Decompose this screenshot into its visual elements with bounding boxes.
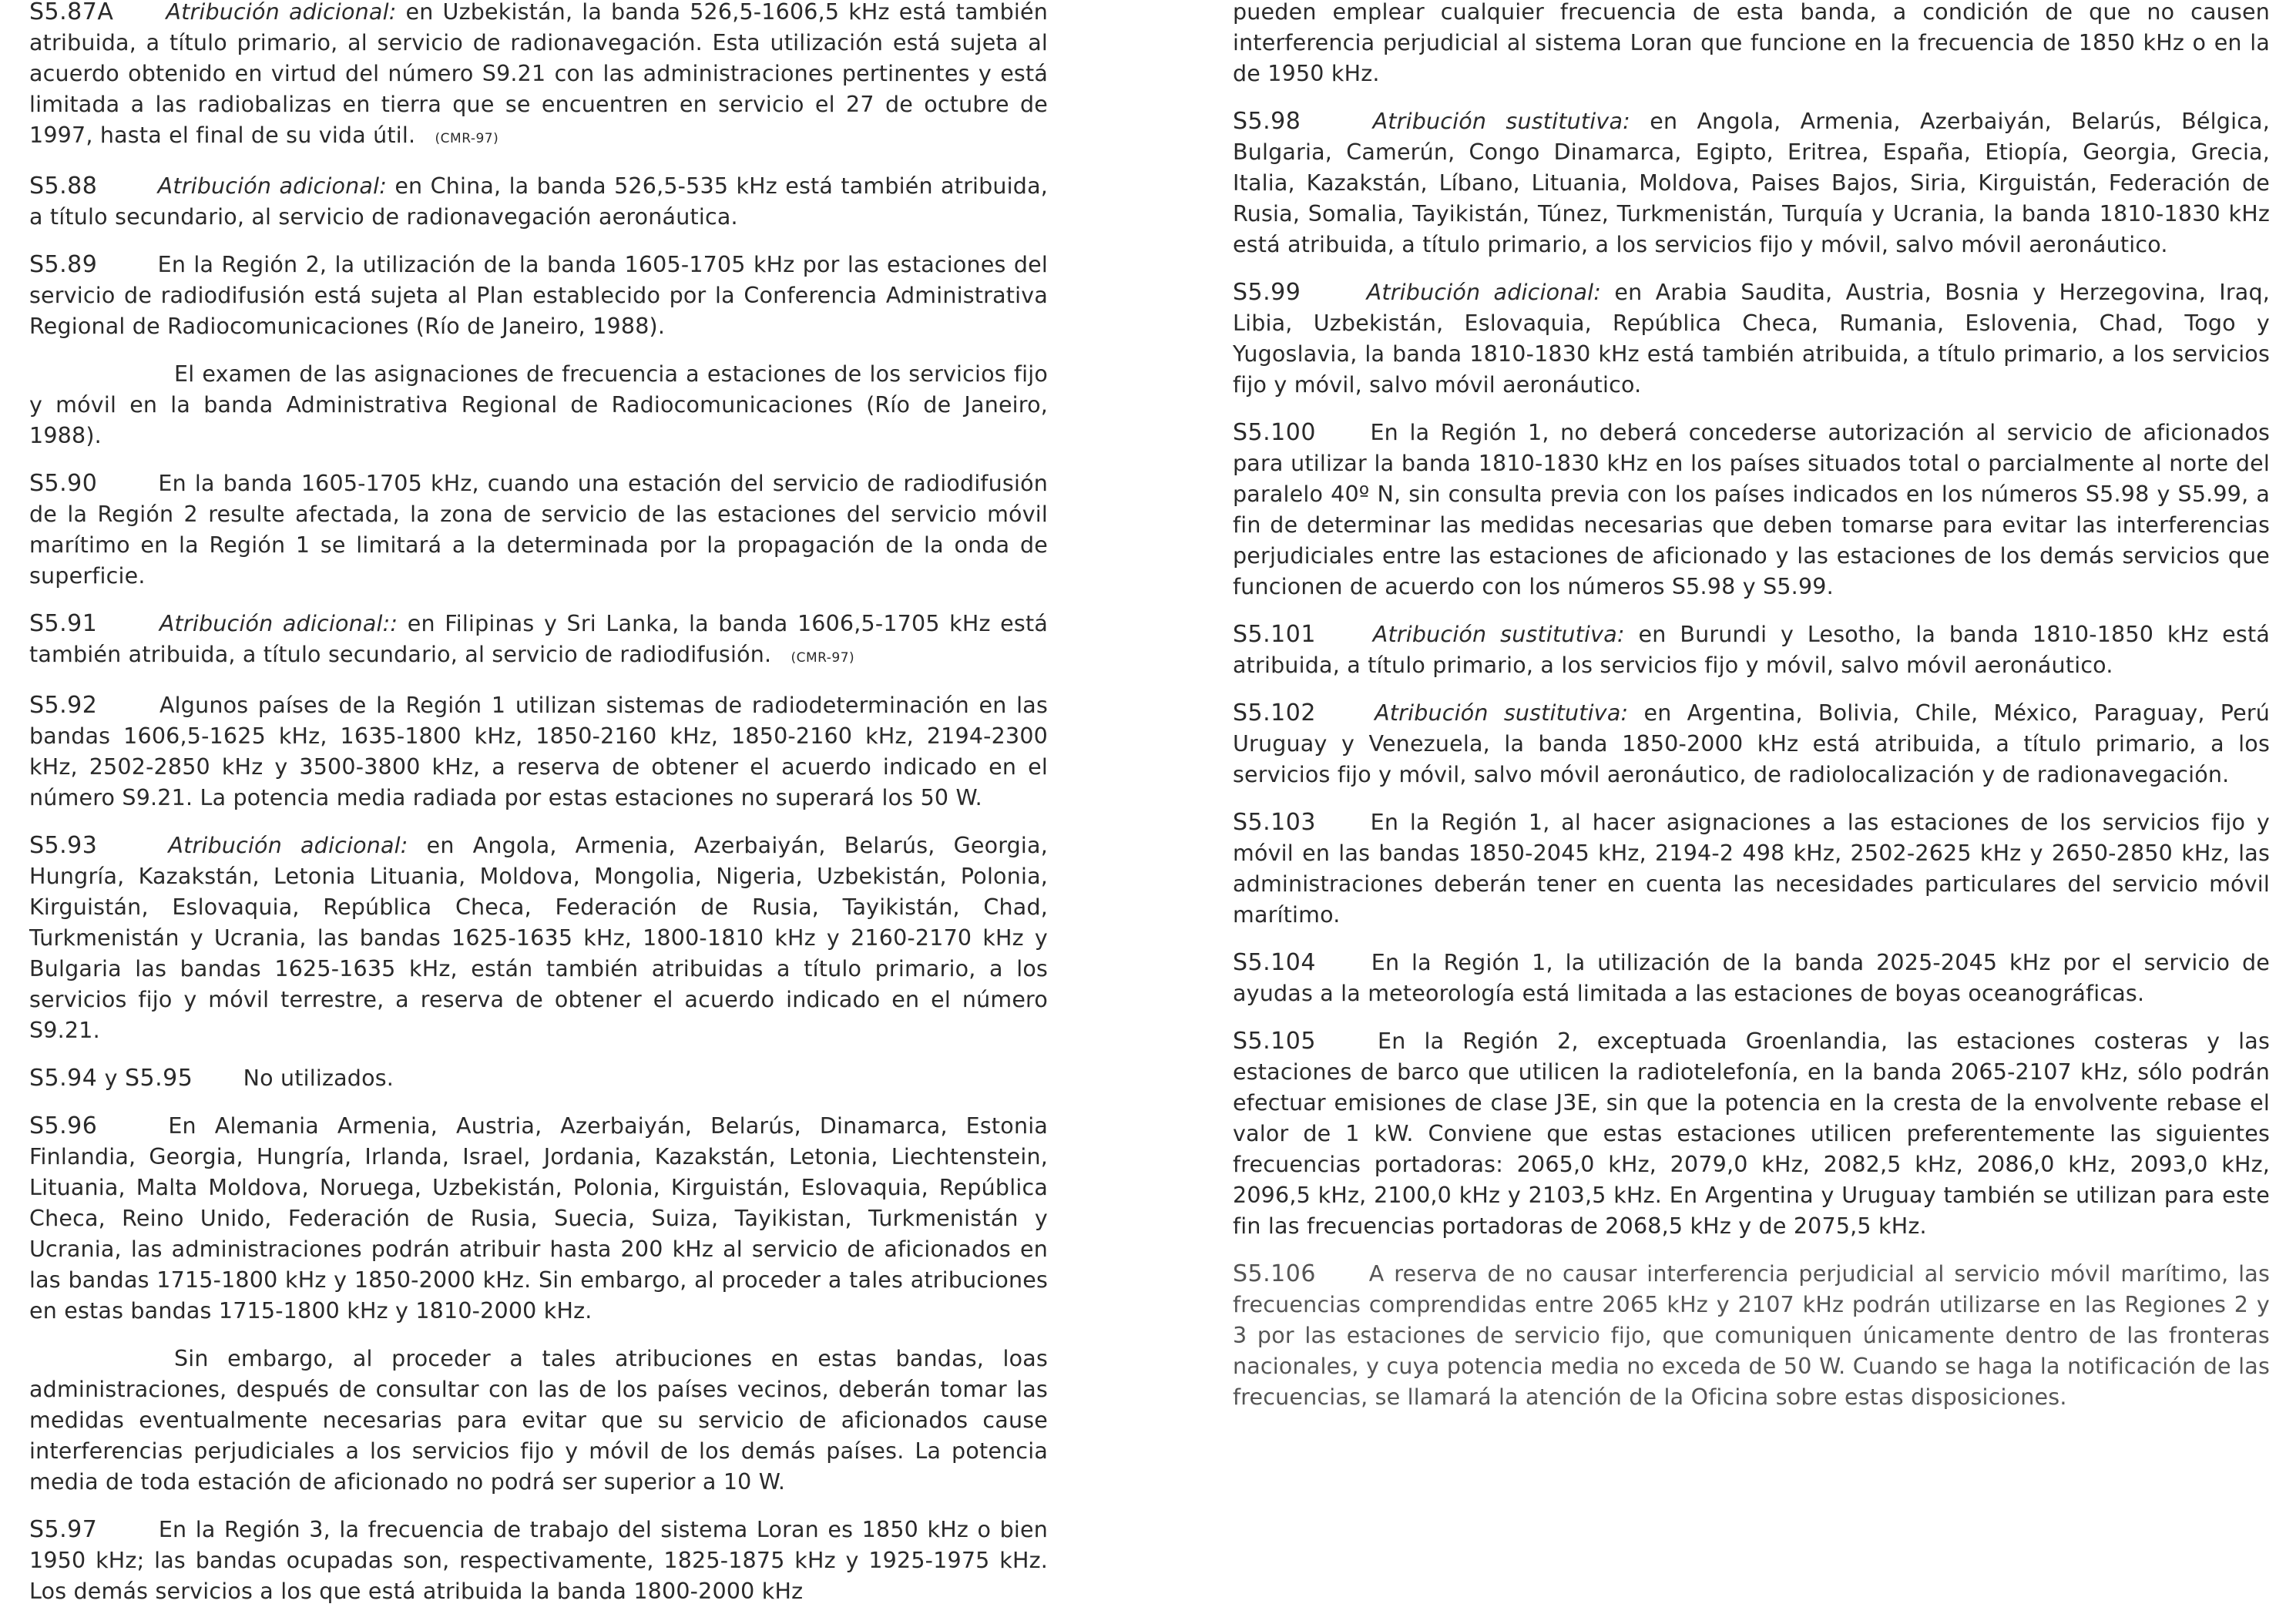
footnote-text: en Argentina, Bolivia, Chile, México, Paraguay, Perú Uruguay y Venezuela, la banda 1850-2000 kHz está atribuida, a título primario, a los servicios fijo y móvil, salvo móvil aeronáutico, de radiolocalización y de radionavegación. bbox=[1233, 700, 2271, 787]
footnote-text-cont: . La potencia media radiada por estas estaciones no superará los 50 W. bbox=[185, 785, 982, 810]
footnote-number: S5.90 bbox=[29, 470, 98, 497]
footnote-number: S5.93 bbox=[29, 832, 98, 859]
footnote-number: S5.105 bbox=[1233, 1028, 1316, 1055]
footnote-number: S5.101 bbox=[1233, 621, 1316, 648]
footnote-s5-101 bbox=[1233, 619, 2270, 681]
footnote-s5-106 bbox=[1233, 1259, 2270, 1413]
footnote-s5-91 bbox=[29, 609, 1048, 673]
footnote-s5-103 bbox=[1233, 807, 2270, 931]
footnote-reference: S9.21 bbox=[482, 61, 546, 86]
footnote-text: En la Región 2, la utilización de la banda 1605-1705 kHz por las estaciones del servicio de radiodifusión está sujeta al Plan establecido por la Conferencia Administrativa Regional de Radiocomunicaciones (Río de Janeiro, 1988). bbox=[29, 252, 1048, 339]
footnote-s5-88 bbox=[29, 171, 1048, 233]
footnote-text: En la banda 1605-1705 kHz, cuando una estación del servicio de radiodifusión de la Región 2 resulte afectada, la zona de servicio de las estaciones del servicio móvil marítimo en la Región 1 se limitará a la determinada por la propagación de la onda de superficie. bbox=[29, 471, 1048, 589]
left-column bbox=[29, 0, 1048, 1624]
footnote-reference-3: S5.98 bbox=[1671, 574, 1736, 599]
footnote-number: S5.88 bbox=[29, 173, 98, 200]
footnote-number: S5.96 bbox=[29, 1112, 98, 1139]
footnote-text: En la Región 1, no deberá concederse autorización al servicio de aficionados para utilizar la banda 1810-1830 kHz en los países situados total o parcialmente al norte del paralelo 40º N, sin consulta previa con los países indicados en los números bbox=[1233, 420, 2271, 507]
footnote-s5-102 bbox=[1233, 698, 2270, 790]
footnote-number: S5.89 bbox=[29, 251, 98, 278]
footnote-text-cont: . bbox=[92, 1018, 100, 1043]
footnote-text: Algunos países de la Región 1 utilizan sistemas de radiodeterminación en las bandas 1606,5-1625 kHz, 1635-1800 kHz, 1850-2160 kHz, 1850-2160 kHz, 2194-2300 kHz, 2502-2850 kHz y 3500-3800 kHz, a reserva de obtener el acuerdo indicado en el número bbox=[29, 693, 1049, 810]
conference-tag: (CMR-97) bbox=[435, 131, 499, 146]
footnote-reference: S9.21 bbox=[122, 785, 186, 810]
footnote-number: S5.94 bbox=[29, 1065, 98, 1092]
footnote-number: S5.106 bbox=[1233, 1260, 1316, 1287]
allocation-type: Atribución sustitutiva: bbox=[1372, 109, 1630, 134]
footnote-s5-104 bbox=[1233, 948, 2270, 1009]
footnote-text: en Arabia Saudita, Austria, Bosnia y Herzegovina, Iraq, Libia, Uzbekistán, Eslovaquia, República Checa, Rumania, Eslovenia, Chad, Togo y Yugoslavia, la banda 1810-1830 kHz está también atribuida, a título primario, a los servicios fijo y móvil, salvo móvil aeronáutico. bbox=[1233, 280, 2271, 398]
footnote-s5-96-continuation: Sin embargo, al proceder a tales atribuciones en estas bandas, loas administraciones, después de consultar con las de los países vecinos, deberán tomar las medidas eventualmente necesarias para evitar que su servicio de aficionados cause interferencias perjudiciales a los servicios fijo y móvil de los demás países. La potencia media de toda estación de aficionado no podrá ser superior a 10 W. bbox=[29, 1346, 1048, 1495]
allocation-type: Atribución sustitutiva: bbox=[1375, 700, 1629, 726]
footnote-text-cont: con las administraciones pertinentes y está limitada a las radiobalizas en tierra que se encuentren en servicio el 27 de octubre de 1997, hasta el final de su vida útil. bbox=[29, 61, 1049, 148]
footnote-s5-87a bbox=[29, 0, 1048, 154]
footnote-text: en China, la banda 526,5-535 kHz está también atribuida, a título secundario, al servicio de radionavegación aeronáutica. bbox=[29, 173, 1048, 230]
footnote-number: S5.102 bbox=[1233, 700, 1316, 726]
footnote-number-2: S5.95 bbox=[124, 1065, 193, 1092]
joiner-word: y bbox=[2157, 481, 2170, 507]
footnote-s5-105 bbox=[1233, 1026, 2270, 1242]
footnote-reference-4: S5.99 bbox=[1763, 574, 1827, 599]
footnote-s5-89 bbox=[29, 250, 1048, 342]
footnote-text: En Alemania Armenia, Austria, Azerbaiyán, Belarús, Dinamarca, Estonia Finlandia, Georgia, Hungría, Irlanda, Israel, Jordania, Kazakstán, Letonia, Liechtenstein, Lituania, Malta Moldova, Noruega, Uzbekistán, Polonia, Kirguistán, Eslovaquia, República Checa, Reino Unido, Federación de Rusia, Suecia, Suiza, Tayikistan, Turkmenistán y Ucrania, las administraciones podrán atribuir hasta 200 kHz al servicio de aficionados en las bandas 1715-1800 kHz y 1850-2000 kHz. Sin embargo, al proceder a tales atribuciones en estas bandas 1715-1800 kHz y 1810-2000 kHz. bbox=[29, 1113, 1048, 1324]
footnote-s5-94-s5-95 bbox=[29, 1063, 1048, 1094]
footnote-text: en Burundi y Lesotho, la banda 1810-1850 kHz está atribuida, a título primario, a los servicios fijo y móvil, salvo móvil aeronáutico. bbox=[1233, 622, 2270, 678]
footnote-number: S5.92 bbox=[29, 692, 98, 719]
footnote-s5-93 bbox=[29, 830, 1048, 1046]
footnote-text-cont: , a fin de determinar las medidas necesarias que deben tomarse para evitar las interferencias perjudiciales entre las estaciones de aficionado y las estaciones de los demás servicios que funcionen de acuerdo con los números bbox=[1233, 481, 2271, 599]
footnote-number: S5.104 bbox=[1233, 949, 1316, 976]
footnote-s5-96 bbox=[29, 1111, 1048, 1327]
footnote-text: en Angola, Armenia, Azerbaiyán, Belarús, Georgia, Hungría, Kazakstán, Letonia Lituania, Moldova, Mongolia, Nigeria, Uzbekistán, Polonia, Kirguistán, Eslovaquia, República Checa, Federación de Rusia, Tayikistán, Chad, Turkmenistán y Ucrania, las bandas 1625-1635 kHz, 1800-1810 kHz y 2160-2170 kHz y Bulgaria las bandas 1625-1635 kHz, están también atribuidas a título primario, a los servicios fijo y móvil terrestre, a reserva de obtener el acuerdo indicado en el número bbox=[29, 833, 1048, 1012]
footnote-s5-89-continuation: El examen de las asignaciones de frecuencia a estaciones de los servicios fijo y móvil en la banda Administrativa Regional de Radiocomunicaciones (Río de Janeiro, 1988). bbox=[29, 361, 1048, 448]
conference-tag: (CMR-97) bbox=[791, 650, 855, 666]
joiner-word: y bbox=[104, 1065, 118, 1091]
allocation-type: Atribución adicional: bbox=[1366, 280, 1602, 305]
footnote-text: A reserva de no causar interferencia perjudicial al servicio móvil marítimo, las frecuencias comprendidas entre 2065 kHz y 2107 kHz podrán utilizarse en las Regiones 2 y 3 por las estaciones de servicio fijo, que comuniquen únicamente dentro de las fronteras nacionales, y cuya potencia media no exceda de 50 W. Cuando se haga la notificación de las frecuencias, se llamará la atención de la Oficina sobre estas disposiciones. bbox=[1233, 1261, 2270, 1410]
footnote-reference: S9.21 bbox=[29, 1018, 93, 1043]
footnote-number: S5.98 bbox=[1233, 108, 1301, 135]
allocation-type: Atribución adicional: bbox=[166, 0, 397, 25]
footnote-number: S5.87A bbox=[29, 0, 114, 25]
footnote-s5-99 bbox=[1233, 277, 2270, 401]
footnote-number: S5.103 bbox=[1233, 809, 1316, 836]
footnote-s5-90 bbox=[29, 468, 1048, 592]
allocation-type: Atribución sustitutiva: bbox=[1372, 622, 1625, 647]
allocation-type: Atribución adicional: bbox=[168, 833, 408, 858]
footnote-text: En la Región 3, la frecuencia de trabajo del sistema Loran es 1850 kHz o bien 1950 kHz; las bandas ocupadas son, respectivamente, 1825-1875 kHz y 1925-1975 kHz. Los demás servicios a los que está atribuida la banda 1800-2000 kHz bbox=[29, 1517, 1048, 1604]
footnote-text: en Uzbekistán, la banda 526,5-1606,5 kHz está también atribuida, a título primario, al servicio de radionavegación. Esta utilización está sujeta al acuerdo obtenido en virtud del número bbox=[29, 0, 1048, 86]
footnote-s5-98 bbox=[1233, 106, 2270, 260]
footnote-text: En la Región 1, la utilización de la banda 2025-2045 kHz por el servicio de ayudas a la meteorología está limitada a las estaciones de boyas oceanográficas. bbox=[1233, 950, 2270, 1006]
footnote-reference-2: S5.99 bbox=[2177, 481, 2242, 507]
footnote-number: S5.100 bbox=[1233, 419, 1316, 446]
footnote-number: S5.91 bbox=[29, 610, 98, 637]
footnote-s5-97 bbox=[29, 1515, 1048, 1607]
footnote-text: en Filipinas y Sri Lanka, la banda 1606,5-1705 kHz está también atribuida, a título secundario, al servicio de radiodifusión. bbox=[29, 611, 1048, 667]
footnote-end: . bbox=[1826, 574, 1834, 599]
footnote-text: No utilizados. bbox=[243, 1065, 394, 1091]
footnote-text: En la Región 1, al hacer asignaciones a las estaciones de los servicios fijo y móvil en las bandas 1850-2045 kHz, 2194-2 498 kHz, 2502-2625 kHz y 2650-2850 kHz, las administraciones deberán tener en cuenta las necesidades particulares del servicio móvil marítimo. bbox=[1233, 810, 2270, 928]
footnote-text: en Angola, Armenia, Azerbaiyán, Belarús, Bélgica, Bulgaria, Camerún, Congo Dinamarca, Egipto, Eritrea, España, Etiopía, Georgia, Grecia, Italia, Kazakstán, Líbano, Lituania, Moldova, Paises Bajos, Siria, Kirguistán, Federación de Rusia, Somalia, Tayikistán, Túnez, Turkmenistán, Turquía y Ucrania, la banda 1810-1830 kHz está atribuida, a título primario, a los servicios fijo y móvil, salvo móvil aeronáutico. bbox=[1233, 109, 2270, 257]
right-column bbox=[1233, 0, 2270, 1430]
footnote-reference: S5.98 bbox=[2085, 481, 2150, 507]
footnote-number: S5.99 bbox=[1233, 279, 1301, 306]
allocation-type: Atribución adicional:: bbox=[159, 611, 398, 636]
footnote-s5-92 bbox=[29, 690, 1048, 814]
allocation-type: Atribución adicional: bbox=[157, 173, 388, 199]
footnote-number: S5.97 bbox=[29, 1516, 98, 1543]
joiner-word-2: y bbox=[1742, 574, 1756, 599]
footnote-s5-100 bbox=[1233, 418, 2270, 602]
footnote-text: En la Región 2, exceptuada Groenlandia, las estaciones costeras y las estaciones de barco que utilicen la radiotelefonía, en la banda 2065-2107 kHz, sólo podrán efectuar emisiones de clase J3E, sin que la potencia en la cresta de la envolvente rebase el valor de 1 kW. Conviene que estas estaciones utilicen preferentemente las siguientes frecuencias portadoras: 2065,0 kHz, 2079,0 kHz, 2082,5 kHz, 2086,0 kHz, 2093,0 kHz, 2096,5 kHz, 2100,0 kHz y 2103,5 kHz. En Argentina y Uruguay también se utilizan para este fin las frecuencias portadoras de 2068,5 kHz y de 2075,5 kHz. bbox=[1233, 1028, 2270, 1239]
footnote-s5-97-continuation: pueden emplear cualquier frecuencia de esta banda, a condición de que no causen interferencia perjudicial al sistema Loran que funcione en la frecuencia de 1850 kHz o en la de 1950 kHz. bbox=[1233, 0, 2270, 86]
